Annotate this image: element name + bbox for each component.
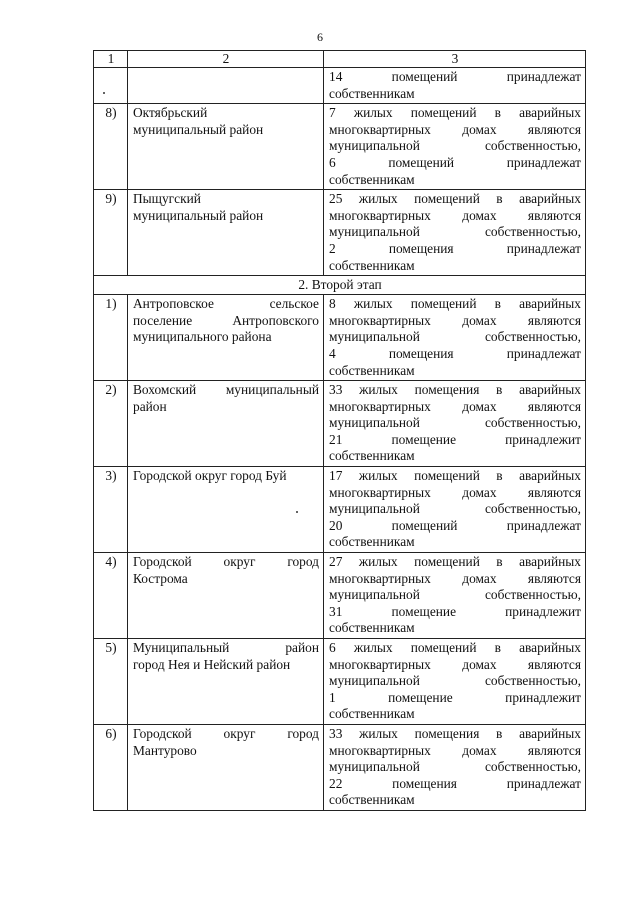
row-number: 4) — [94, 553, 128, 639]
premises-description — [324, 553, 586, 639]
description-line: многоквартирных домах являются — [329, 312, 581, 328]
row-number: 1) — [94, 295, 128, 381]
description-line: 8 жилых помещений в аварийных — [329, 296, 581, 312]
description-line: многоквартирных домах являются — [329, 484, 581, 500]
description-line: собственникам — [329, 620, 415, 636]
premises-description — [324, 639, 586, 725]
municipality-name — [128, 381, 324, 467]
description-line: 33 жилых помещения в аварийных — [329, 725, 581, 741]
resettlement-table — [93, 50, 586, 811]
row-number: 8) — [94, 104, 128, 190]
municipality-name — [128, 295, 324, 381]
description-line: 31 помещение принадлежит — [329, 603, 581, 619]
description-line: муниципальной собственностью, — [329, 138, 581, 154]
page-number: 6 — [317, 30, 323, 44]
description-line: муниципальной собственностью, — [329, 415, 581, 431]
municipality-name — [128, 467, 324, 553]
municipality-name — [128, 104, 324, 190]
table-row — [94, 553, 586, 639]
municipality-name-line: муниципальный район — [133, 207, 264, 223]
description-line: многоквартирных домах являются — [329, 570, 581, 586]
municipality-name-line: Муниципальный район — [133, 640, 319, 655]
municipality-name-line: Кострома — [133, 570, 188, 586]
stage-heading-row — [94, 276, 586, 295]
table-row — [94, 724, 586, 810]
description-line: муниципальной собственностью, — [329, 501, 581, 517]
premises-description — [324, 190, 586, 276]
scan-speck — [103, 92, 105, 94]
description-line: собственникам — [329, 792, 415, 808]
description-line: многоквартирных домах являются — [329, 656, 581, 672]
description-line: 20 помещений принадлежат — [329, 517, 581, 533]
description-line: многоквартирных домах являются — [329, 207, 581, 223]
description-line: 25 жилых помещений в аварийных — [329, 191, 581, 207]
description-line: 22 помещения принадлежат — [329, 775, 581, 791]
municipality-name — [128, 68, 324, 104]
municipality-name-line: Городской округ город Буй — [133, 468, 287, 484]
row-number: 9) — [94, 190, 128, 276]
municipality-name-line: Антроповское сельское — [133, 296, 319, 312]
premises-description — [324, 295, 586, 381]
description-line: 17 жилых помещений в аварийных — [329, 468, 581, 484]
municipality-name-line: Вохомский муниципальный — [133, 382, 319, 398]
municipality-name — [128, 190, 324, 276]
description-line: собственникам — [329, 362, 415, 378]
municipality-name-line: Пыщугский — [133, 191, 201, 207]
description-line: собственникам — [329, 706, 415, 722]
description-line: 33 жилых помещения в аварийных — [329, 382, 581, 398]
row-number — [94, 68, 128, 104]
description-line: 1 помещение принадлежит — [329, 689, 581, 705]
municipality-name — [128, 639, 324, 725]
description-line: многоквартирных домах являются — [329, 398, 581, 414]
description-line: муниципальной собственностью, — [329, 759, 581, 775]
table-row — [94, 190, 586, 276]
description-line: муниципальной собственностью, — [329, 673, 581, 689]
description-line: муниципальной собственностью, — [329, 329, 581, 345]
description-line: 14 помещений принадлежат — [329, 69, 581, 84]
description-line: собственникам — [329, 171, 415, 187]
description-line: 27 жилых помещений в аварийных — [329, 554, 581, 570]
description-line: собственникам — [329, 85, 415, 101]
premises-description — [324, 467, 586, 553]
description-line: 21 помещение принадлежит — [329, 431, 581, 447]
table-row — [94, 381, 586, 467]
description-line: 6 помещений принадлежат — [329, 154, 581, 170]
row-number: 6) — [94, 724, 128, 810]
column-header-2: 2 — [128, 51, 324, 68]
premises-description — [324, 68, 586, 104]
table-row — [94, 467, 586, 553]
municipality-name-line: Городской округ город — [133, 554, 319, 570]
description-line: многоквартирных домах являются — [329, 121, 581, 137]
description-line: собственникам — [329, 534, 415, 550]
description-line: собственникам — [329, 257, 415, 273]
table-row — [94, 295, 586, 381]
municipality-name-line: муниципальный район — [133, 121, 264, 137]
municipality-name-line: Мантурово — [133, 742, 197, 758]
description-line: собственникам — [329, 448, 415, 464]
table-body — [94, 51, 586, 811]
premises-description — [324, 104, 586, 190]
row-number: 5) — [94, 639, 128, 725]
scan-speck — [296, 511, 298, 513]
municipality-name — [128, 724, 324, 810]
municipality-name-line: район — [133, 398, 167, 414]
description-line: 7 жилых помещений в аварийных — [329, 105, 581, 121]
description-line: 2 помещения принадлежат — [329, 240, 581, 256]
description-line: 4 помещения принадлежат — [329, 345, 581, 361]
municipality-name-line: Октябрьский — [133, 105, 208, 121]
table-header-row — [94, 51, 586, 68]
table-row — [94, 104, 586, 190]
description-line: муниципальной собственностью, — [329, 224, 581, 240]
municipality-name-line: Городской округ город — [133, 725, 319, 741]
municipality-name-line: город Нея и Нейский район — [133, 656, 291, 672]
description-line: 6 жилых помещений в аварийных — [329, 640, 581, 655]
description-line: многоквартирных домах являются — [329, 742, 581, 758]
row-number: 2) — [94, 381, 128, 467]
column-header-3: 3 — [324, 51, 586, 68]
column-header-1: 1 — [94, 51, 128, 68]
premises-description — [324, 381, 586, 467]
municipality-name — [128, 553, 324, 639]
continuation-row — [94, 68, 586, 104]
description-line: муниципальной собственностью, — [329, 587, 581, 603]
premises-description — [324, 724, 586, 810]
row-number: 3) — [94, 467, 128, 553]
municipality-name-line: поселение Антроповского — [133, 312, 319, 328]
stage-heading: 2. Второй этап — [94, 276, 586, 295]
municipality-name-line: муниципального района — [133, 329, 272, 345]
table-row — [94, 639, 586, 725]
